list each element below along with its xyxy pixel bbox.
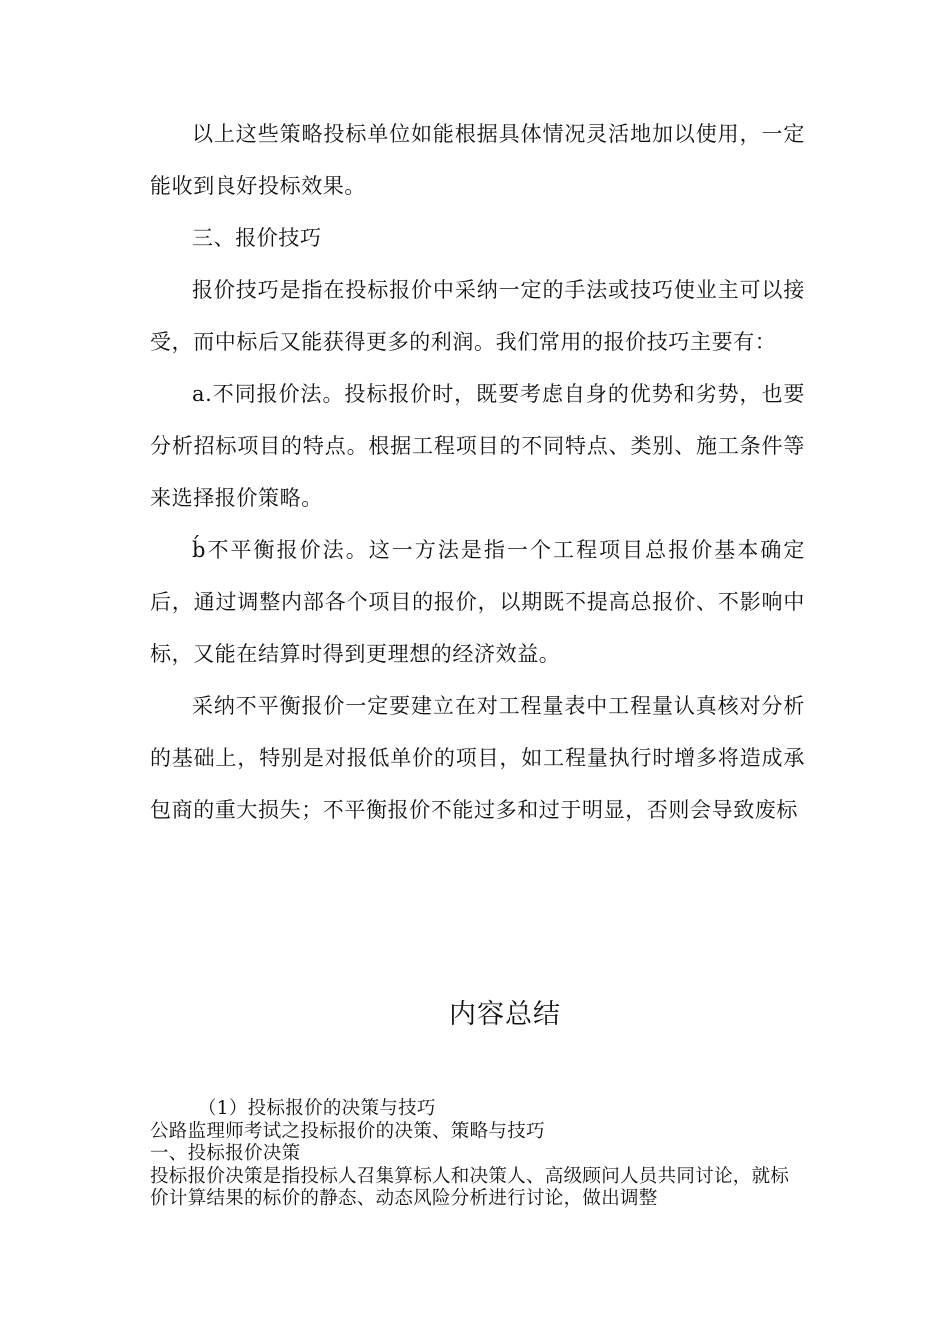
summary-line: 公路监理师考试之投标报价的决策、策略与技巧	[150, 1120, 545, 1142]
body-text	[150, 108, 805, 836]
section-heading-pricing-techniques: 三、报价技巧	[192, 226, 322, 250]
paragraph-unbalanced-caution: 采纳不平衡报价一定要建立在对工程量表中工程量认真核对分析的基础上，特别是对报低单价的项目，如工程量执行时增多将造成承包商的重大损失；不平衡报价不能过多和过于明显，否则会导致废标	[150, 694, 805, 822]
paragraph-strategy-conclusion: 以上这些策略投标单位如能根据具体情况灵活地加以使用，一定能收到良好投标效果。	[150, 122, 805, 198]
summary-line: 一、投标报价决策	[150, 1143, 301, 1164]
paragraph-pricing-techniques-intro: 报价技巧是指在投标报价中采纳一定的手法或技巧使业主可以接受，而中标后又能获得更多的利润。我们常用的报价技巧主要有：	[150, 278, 805, 354]
summary-title: 内容总结	[449, 999, 561, 1030]
summary-block	[150, 1098, 805, 1211]
paragraph-different-pricing: a.不同报价法。投标报价时，既要考虑自身的优势和劣势，也要分析招标项目的特点。根据工程项目的不同特点、类别、施工条件等来选择报价策略。	[150, 382, 805, 510]
summary-line: （1）投标报价的决策与技巧	[198, 1098, 436, 1119]
summary-line: 投标报价决策是指投标人召集算标人和决策人、高级顾问人员共同讨论，就标价计算结果的标价的静态、动态风险分析进行讨论，做出调整	[150, 1165, 790, 1209]
paragraph-unbalanced-pricing: b́不平衡报价法。这一方法是指一个工程项目总报价基本确定后，通过调整内部各个项目的报价，以期既不提高总报价、不影响中标，又能在结算时得到更理想的经济效益。	[150, 538, 805, 666]
